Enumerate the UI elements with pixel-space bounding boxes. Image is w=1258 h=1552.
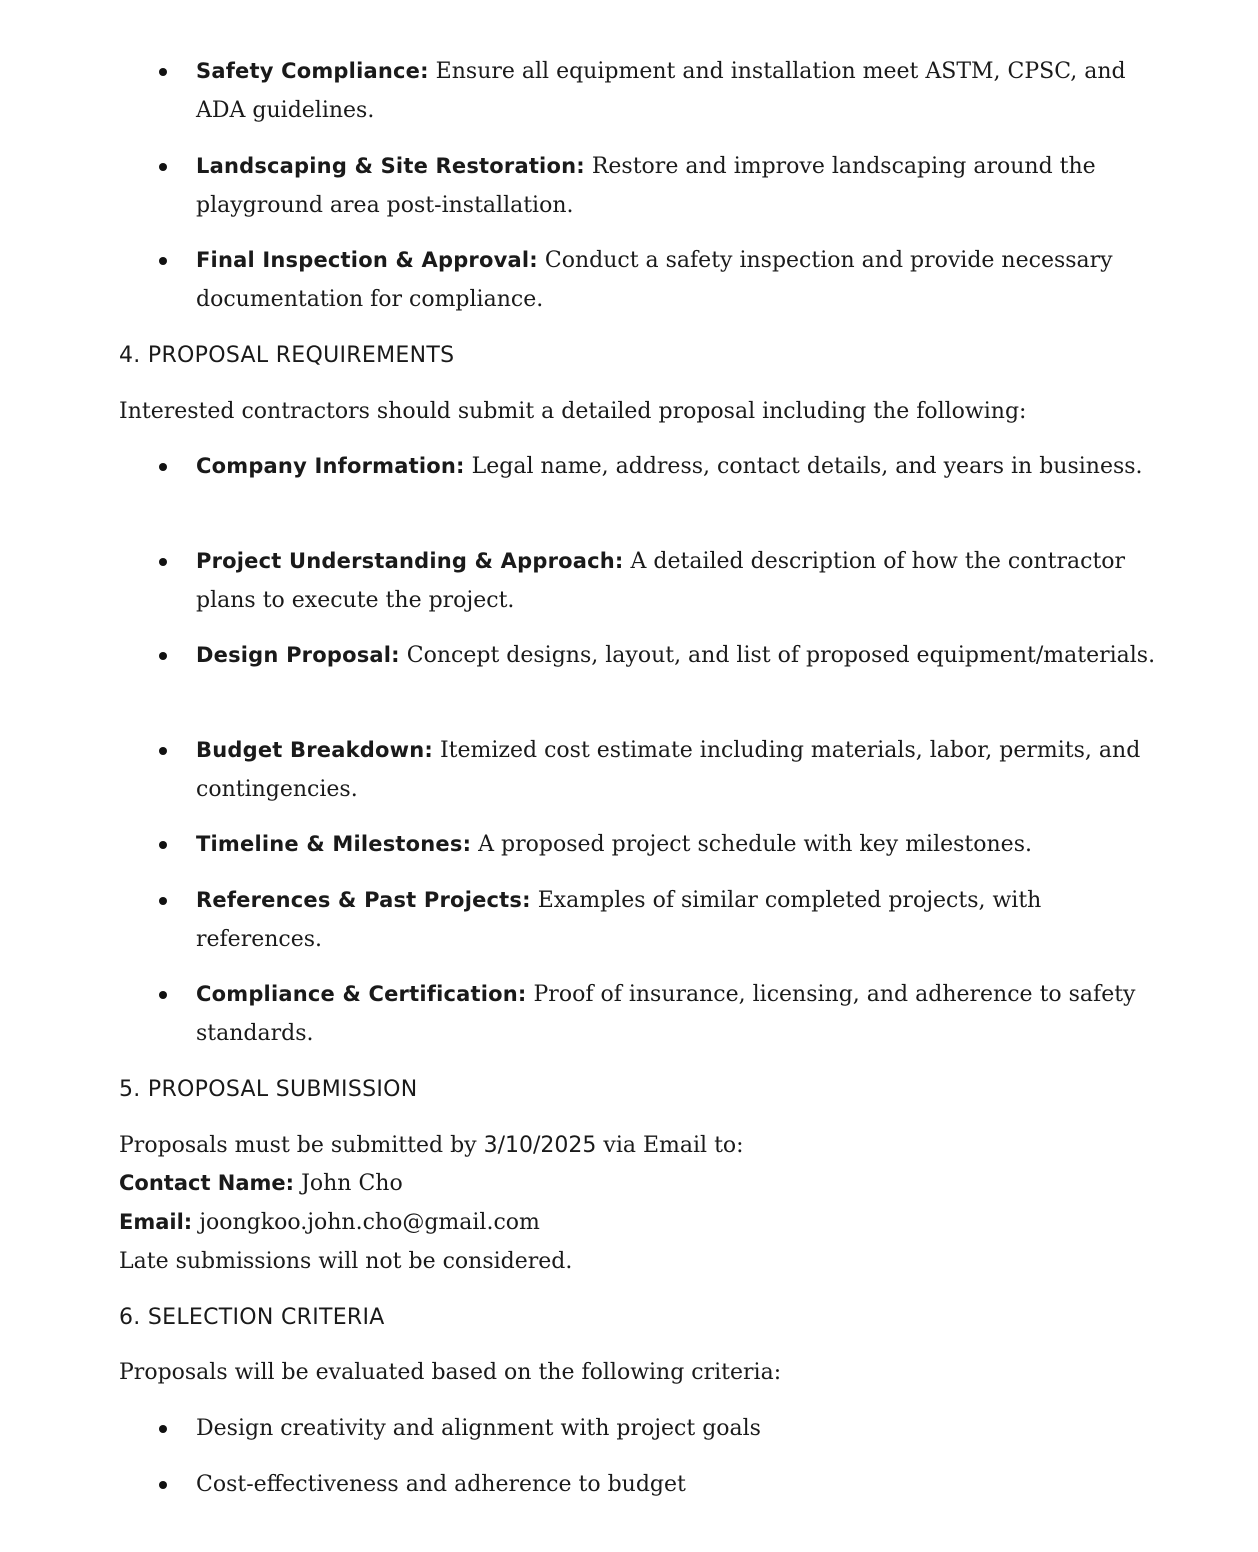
item-text: Concept designs, layout, and list of proposed equipment/materials.	[399, 643, 1156, 668]
item-term: Compliance & Certification:	[196, 982, 527, 1006]
item-text: Legal name, address, contact details, and years in business.	[464, 454, 1143, 479]
item-term: Timeline & Milestones:	[196, 832, 472, 856]
item-text: Ensure all equipment and installation meet ASTM, CPSC, and ADA guidelines.	[196, 59, 1126, 123]
list-item	[196, 542, 1161, 620]
bullet-icon	[159, 897, 167, 905]
list-item	[196, 636, 1161, 675]
list-item	[196, 881, 1161, 959]
item-text: A proposed project schedule with key milestones.	[471, 832, 1032, 857]
section-heading-selection-criteria: 6. SELECTION CRITERIA	[119, 1305, 385, 1330]
bullet-icon	[159, 841, 167, 849]
contact-name-label: Contact Name:	[119, 1171, 295, 1195]
bullet-icon	[159, 747, 167, 755]
item-term: References & Past Projects:	[196, 888, 531, 912]
bullet-icon	[159, 257, 167, 265]
list-item	[196, 147, 1161, 225]
section-intro: Interested contractors should submit a detailed proposal including the following:	[119, 399, 1027, 424]
list-item	[196, 241, 1161, 319]
item-text: Proof of insurance, licensing, and adherence to safety standards.	[196, 982, 1136, 1046]
item-term: Project Understanding & Approach:	[196, 549, 624, 573]
item-text: Itemized cost estimate including materials, labor, permits, and contingencies.	[196, 738, 1141, 802]
email-label: Email:	[119, 1210, 193, 1234]
item-text: Conduct a safety inspection and provide necessary documentation for compliance.	[196, 248, 1113, 312]
bullet-icon	[159, 463, 167, 471]
deadline-suffix: via Email to:	[596, 1133, 744, 1158]
item-term: Safety Compliance:	[196, 59, 429, 83]
bullet-icon	[159, 652, 167, 660]
item-term: Final Inspection & Approval:	[196, 248, 538, 272]
item-text: Cost-effectiveness and adherence to budget	[196, 1472, 686, 1497]
list-item	[196, 447, 1161, 486]
bullet-icon	[159, 991, 167, 999]
late-submission-note: Late submissions will not be considered.	[119, 1249, 573, 1274]
section-heading-proposal-requirements: 4. PROPOSAL REQUIREMENTS	[119, 343, 455, 368]
item-term: Budget Breakdown:	[196, 738, 433, 762]
bullet-icon	[159, 1481, 167, 1489]
bullet-icon	[159, 163, 167, 171]
section-heading-proposal-submission: 5. PROPOSAL SUBMISSION	[119, 1077, 418, 1102]
contact-name-line	[119, 1164, 403, 1203]
section-intro: Proposals will be evaluated based on the following criteria:	[119, 1360, 782, 1385]
item-text: Examples of similar completed projects, with references.	[196, 888, 1042, 952]
bullet-icon	[159, 1425, 167, 1433]
item-term: Design Proposal:	[196, 643, 400, 667]
list-item	[196, 1465, 1161, 1504]
submission-deadline-line	[119, 1126, 744, 1165]
item-text: A detailed description of how the contractor plans to execute the project.	[196, 549, 1126, 613]
list-item	[196, 1409, 1161, 1448]
list-item	[196, 731, 1161, 809]
list-item	[196, 52, 1161, 130]
deadline-prefix: Proposals must be submitted by	[119, 1133, 484, 1158]
contact-email-line	[119, 1203, 540, 1242]
bullet-icon	[159, 68, 167, 76]
item-term: Landscaping & Site Restoration:	[196, 154, 585, 178]
email-value[interactable]: joongkoo.john.cho@gmail.com	[192, 1210, 540, 1235]
item-term: Company Information:	[196, 454, 465, 478]
bullet-icon	[159, 558, 167, 566]
contact-name-value: John Cho	[294, 1171, 403, 1196]
deadline-date: 3/10/2025	[483, 1133, 597, 1158]
list-item	[196, 975, 1161, 1053]
item-text: Restore and improve landscaping around the playground area post-installation.	[196, 154, 1096, 218]
list-item	[196, 825, 1161, 864]
item-text: Design creativity and alignment with project goals	[196, 1416, 761, 1441]
